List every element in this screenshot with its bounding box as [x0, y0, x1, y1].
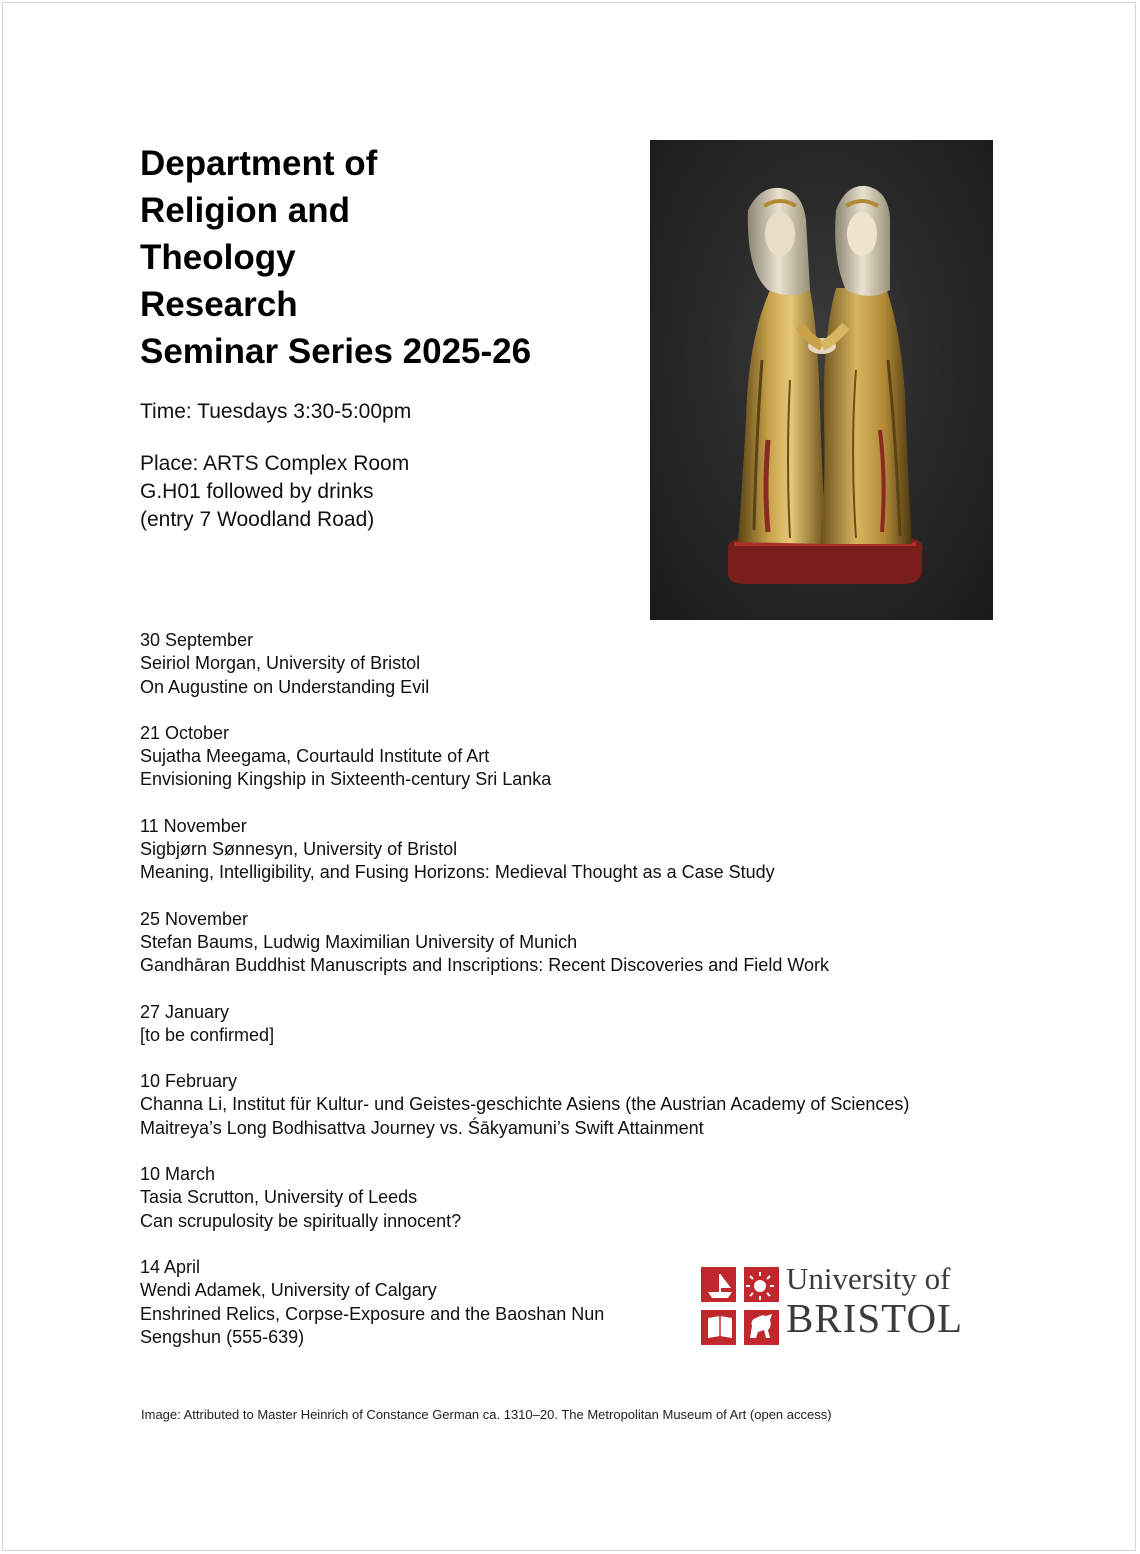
event-speaker: Sigbjørn Sønnesyn, University of Bristol: [140, 839, 458, 860]
event-title: Envisioning Kingship in Sixteenth-century Sri Lanka: [140, 769, 552, 790]
event-title: Can scrupulosity be spiritually innocent?: [140, 1210, 462, 1231]
event-speaker: Seiriol Morgan, University of Bristol: [140, 653, 421, 674]
event-date: 14 April: [140, 1256, 201, 1277]
title-line: Research: [140, 285, 298, 324]
event-date: 27 January: [140, 1001, 230, 1022]
place-line: G.H01 followed by drinks: [140, 480, 374, 503]
bristol-crest-icon: [700, 1266, 780, 1346]
logo-line: University of: [786, 1261, 951, 1296]
event-date: 11 November: [140, 815, 247, 836]
list-item: [140, 1163, 990, 1233]
title-line: Seminar Series 2025-26: [140, 332, 532, 371]
event-title: Meaning, Intelligibility, and Fusing Horizons: Medieval Thought as a Case Study: [140, 862, 775, 883]
place-line: Place: ARTS Complex Room: [140, 452, 410, 475]
event-title: Sengshun (555-639): [140, 1326, 305, 1347]
event-speaker: [to be confirmed]: [140, 1024, 275, 1045]
title-line: Religion and: [140, 191, 350, 230]
event-date: 10 February: [140, 1071, 238, 1092]
event-date: 21 October: [140, 722, 230, 743]
event-title: Maitreya’s Long Bodhisattva Journey vs. Śākyamuni’s Swift Attainment: [140, 1117, 704, 1138]
event-title: On Augustine on Understanding Evil: [140, 676, 430, 697]
list-item: [140, 722, 990, 792]
event-speaker: Sujatha Meegama, Courtauld Institute of Art: [140, 746, 490, 767]
seminar-place: [140, 450, 600, 534]
event-date: 30 September: [140, 630, 254, 650]
event-date: 25 November: [140, 908, 249, 929]
visitation-sculpture-image: [650, 140, 993, 620]
event-speaker: Stefan Baums, Ludwig Maximilian University of Munich: [140, 931, 578, 952]
image-credit: Image: Attributed to Master Heinrich of Constance German ca. 1310–20. The Metropolitan Museum of Art (open access): [141, 1407, 832, 1422]
list-item: [140, 908, 990, 978]
event-speaker: Tasia Scrutton, University of Leeds: [140, 1187, 418, 1208]
seminar-time: Time: Tuesdays 3:30-5:00pm: [140, 400, 412, 423]
list-item: [140, 1070, 990, 1140]
list-item: [140, 1001, 990, 1048]
list-item: [140, 629, 990, 699]
page-title: [140, 140, 620, 375]
university-of-bristol-logo: [700, 1262, 970, 1344]
event-date: 10 March: [140, 1164, 216, 1185]
event-title: Enshrined Relics, Corpse-Exposure and the Baoshan Nun: [140, 1303, 605, 1324]
event-speaker: Wendi Adamek, University of Calgary: [140, 1280, 437, 1301]
title-line: Theology: [140, 238, 296, 277]
place-line: (entry 7 Woodland Road): [140, 508, 375, 531]
logo-line: BRISTOL: [786, 1295, 964, 1341]
logo-wordmark: [786, 1262, 963, 1340]
list-item: [140, 815, 990, 885]
event-title: Gandhāran Buddhist Manuscripts and Inscriptions: Recent Discoveries and Field Work: [140, 955, 830, 976]
event-speaker: Channa Li, Institut für Kultur- und Geistes-geschichte Asiens (the Austrian Academy of Sciences): [140, 1094, 910, 1115]
title-line: Department of: [140, 144, 378, 183]
